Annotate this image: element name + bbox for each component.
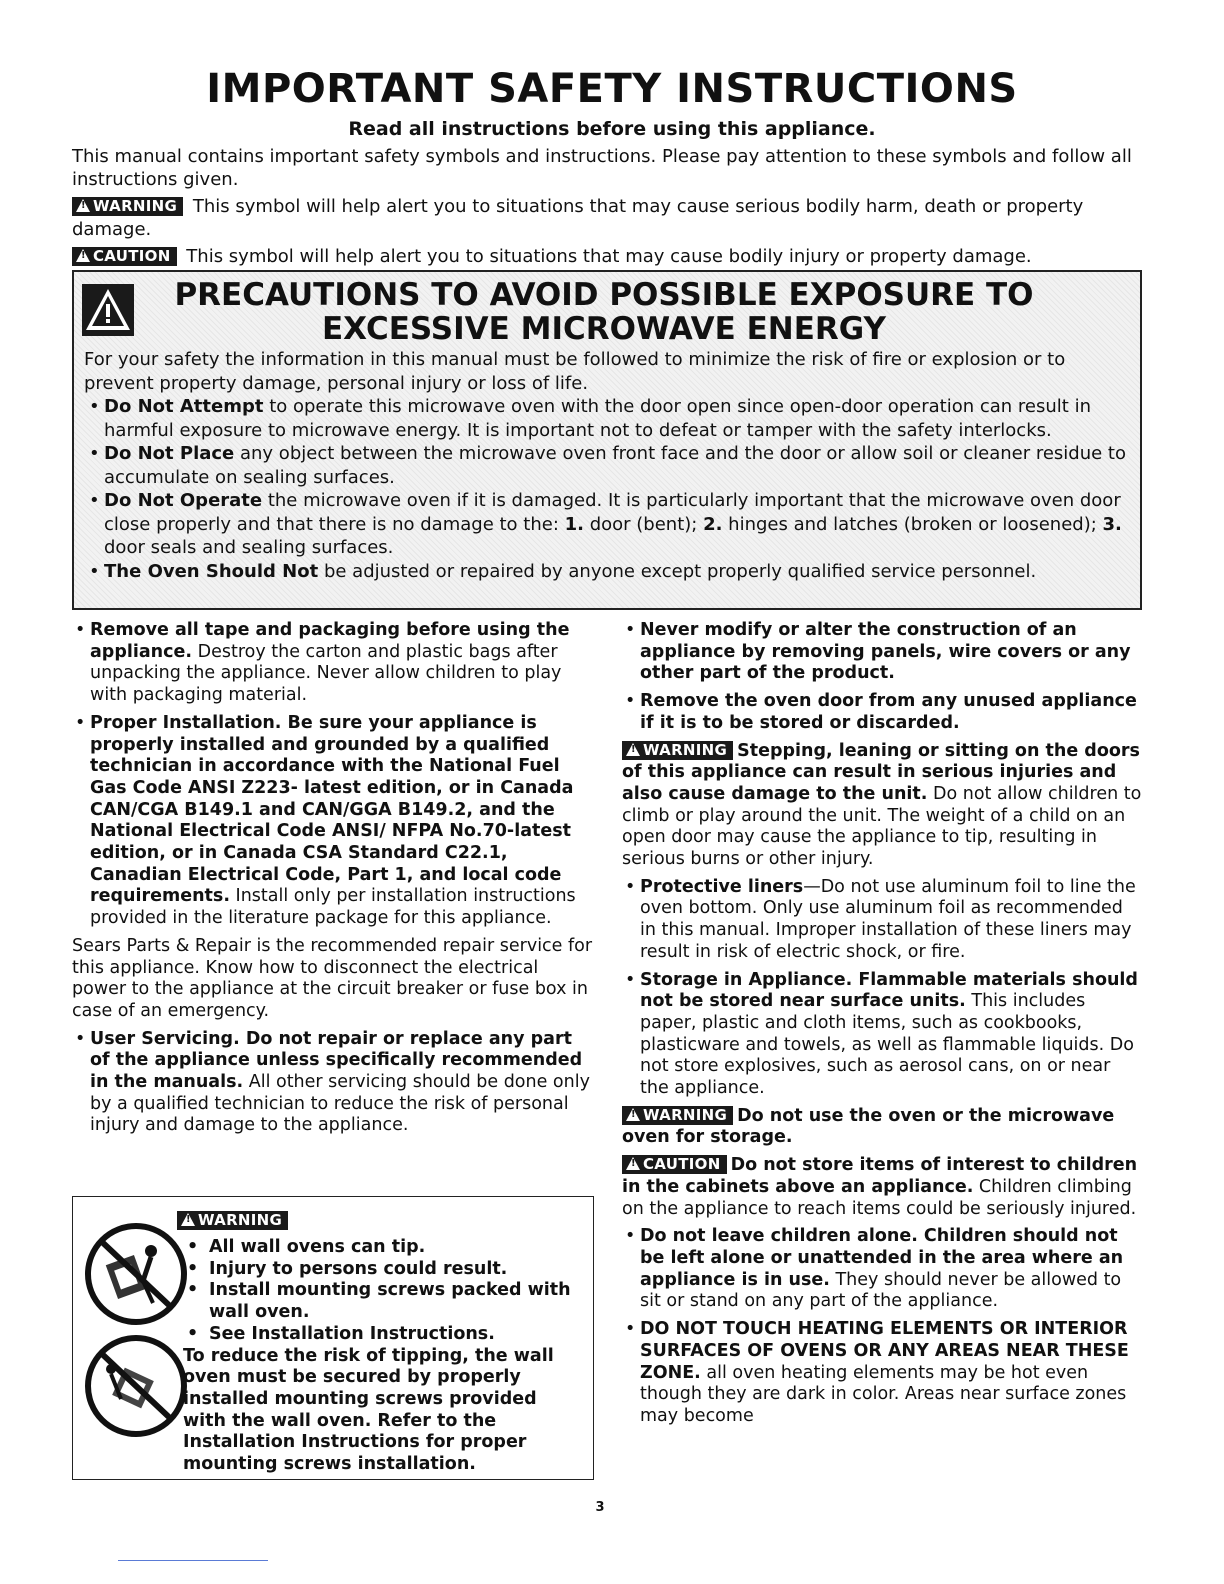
list-item: • Do Not Attempt to operate this microwave oven with the door open since open-door operation can result in harmful exposure to microwave energy. It is important not to defeat or tamper with the safety interlocks. [84,395,1134,442]
intro-text: This manual contains important safety symbols and instructions. Please pay attention to these symbols and follow all instructions given. [72,146,1132,190]
list-item: • Protective liners—Do not use aluminum foil to line the oven bottom. Only use aluminum foil as recommended in this manual. Improper installation of these liners may result in risk of electric shock, or fire. [622,877,1144,964]
warning-triangle-icon [181,1213,195,1226]
page-subtitle: Read all instructions before using this appliance. [348,118,876,140]
cabinet-caution: !CAUTION Do not store items of interest to children in the cabinets above an appliance. Children climbing on the appliance to reach items could be seriously injured. [622,1155,1144,1220]
page-number: 3 [595,1500,605,1515]
microwave-precautions-box [72,270,1142,610]
list-item: • Remove the oven door from any unused appliance if it is to be stored or discarded. [622,691,1144,734]
warning-badge: !WARNING [72,197,183,216]
list-item: • Storage in Appliance. Flammable materials should not be stored near surface units. This includes paper, plastic and cloth items, such as cookbooks, plasticware and towels, as well as flammable liquids. Do not store explosives, such as aerosol cans, on or near the appliance. [622,970,1144,1100]
warning-symbol-text: This symbol will help alert you to situations that may cause serious bodily harm, death or property damage. [72,196,1084,240]
caution-symbol-text: This symbol will help alert you to situations that may cause bodily injury or property damage. [186,246,1032,267]
no-tipping-oven-icon [81,1331,191,1441]
anti-tip-warning-box [72,1196,594,1480]
list-item: • DO NOT TOUCH HEATING ELEMENTS OR INTERIOR SURFACES OF OVENS OR ANY AREAS NEAR THESE ZONE. all oven heating elements may be hot even though they are dark in color. Areas near surface zones may become [622,1319,1144,1428]
precautions-intro: For your safety the information in this manual must be followed to minimize the risk of fire or explosion or to prevent property damage, personal injury or loss of life. [84,349,1066,394]
anti-tip-paragraph: To reduce the risk of tipping, the wall oven must be secured by properly installed mounting screws provided with the wall oven. Refer to the Installation Instructions for proper mounting screws installation. [183,1345,554,1475]
storage-warning: !WARNING Do not use the oven or the microwave oven for storage. [622,1106,1144,1149]
caution-badge: !CAUTION [72,247,177,266]
right-column [622,620,1144,1434]
caution-symbol-explanation [72,245,1142,268]
list-item: • All wall ovens can tip. [183,1237,583,1259]
page-title: IMPORTANT SAFETY INSTRUCTIONS [206,66,1018,112]
left-column [72,620,594,1143]
caution-triangle-icon [76,249,90,262]
warning-triangle-icon [82,284,134,336]
warning-triangle-icon [626,1108,640,1121]
footer-line [118,1560,268,1561]
precautions-body [84,348,1134,583]
list-item: • Remove all tape and packaging before using the appliance. Destroy the carton and plastic bags after unpacking the appliance. Never allow children to play with packaging material. [72,620,594,707]
list-item: • Injury to persons could result. [183,1259,583,1281]
warning-triangle-icon [76,199,90,212]
sears-service-text: Sears Parts & Repair is the recommended repair service for this appliance. Know how to disconnect the electrical power to the appliance at the circuit breaker or fuse box in case of an emergency. [72,935,593,1021]
list-item: • User Servicing. Do not repair or replace any part of the appliance unless specifically recommended in the manuals. All other servicing should be done only by a qualified technician to reduce the risk of personal injury and damage to the appliance. [72,1029,594,1138]
list-item: • Do not leave children alone. Children should not be left alone or unattended in the area where an appliance is in use. They should never be allowed to sit or stand on any part of the appliance. [622,1226,1144,1313]
no-tipping-oven-icon [81,1219,191,1329]
caution-triangle-icon [626,1157,640,1170]
list-item: • Do Not Place any object between the microwave oven front face and the door or allow soil or cleaner residue to accumulate on sealing surfaces. [84,442,1134,489]
list-item: • Never modify or alter the construction of an appliance by removing panels, wire covers or any other part of the product. [622,620,1144,685]
anti-tip-text [183,1237,583,1476]
precautions-title: PRECAUTIONS TO AVOID POSSIBLE EXPOSURE TO EXCESSIVE MICROWAVE ENERGY [174,277,1034,347]
warning-triangle-icon [626,743,640,756]
door-warning: !WARNING Stepping, leaning or sitting on the doors of this appliance can result in serious injuries and also cause damage to the unit. Do not allow children to climb or play around the unit. The weight of a child on an open door may cause the appliance to tip, resulting in serious burns or other injury. [622,741,1144,871]
intro-section [72,145,1142,272]
precautions-list [84,395,1134,583]
warning-symbol-explanation [72,195,1142,241]
list-item: • Proper Installation. Be sure your appliance is properly installed and grounded by a qualified technician in accordance with the National Fuel Gas Code ANSI Z223- latest edition, or in Canada CAN/CGA B149.1 and CAN/GGA B149.2, and the National Electrical Code ANSI/ NFPA No.70-latest edition, or in Canada CSA Standard C22.1, Canadian Electrical Code, Part 1, and local code requirements. Install only per installation instructions provided in the literature package for this appliance. [72,713,594,930]
list-item: • See Installation Instructions. [183,1324,583,1346]
list-item: • The Oven Should Not be adjusted or repaired by anyone except properly qualified service personnel. [84,560,1134,584]
warning-badge: !WARNING [177,1211,288,1230]
caution-badge: !CAUTION [622,1155,727,1174]
warning-badge: !WARNING [622,741,733,760]
warning-badge: !WARNING [622,1106,733,1125]
list-item: • Install mounting screws packed with wall oven. [183,1280,583,1323]
list-item: • Do Not Operate the microwave oven if it is damaged. It is particularly important that the microwave oven door close properly and that there is no damage to the: 1. door (bent); 2. hinges and latches (broken or loosened); 3. door seals and sealing surfaces. [84,489,1134,560]
